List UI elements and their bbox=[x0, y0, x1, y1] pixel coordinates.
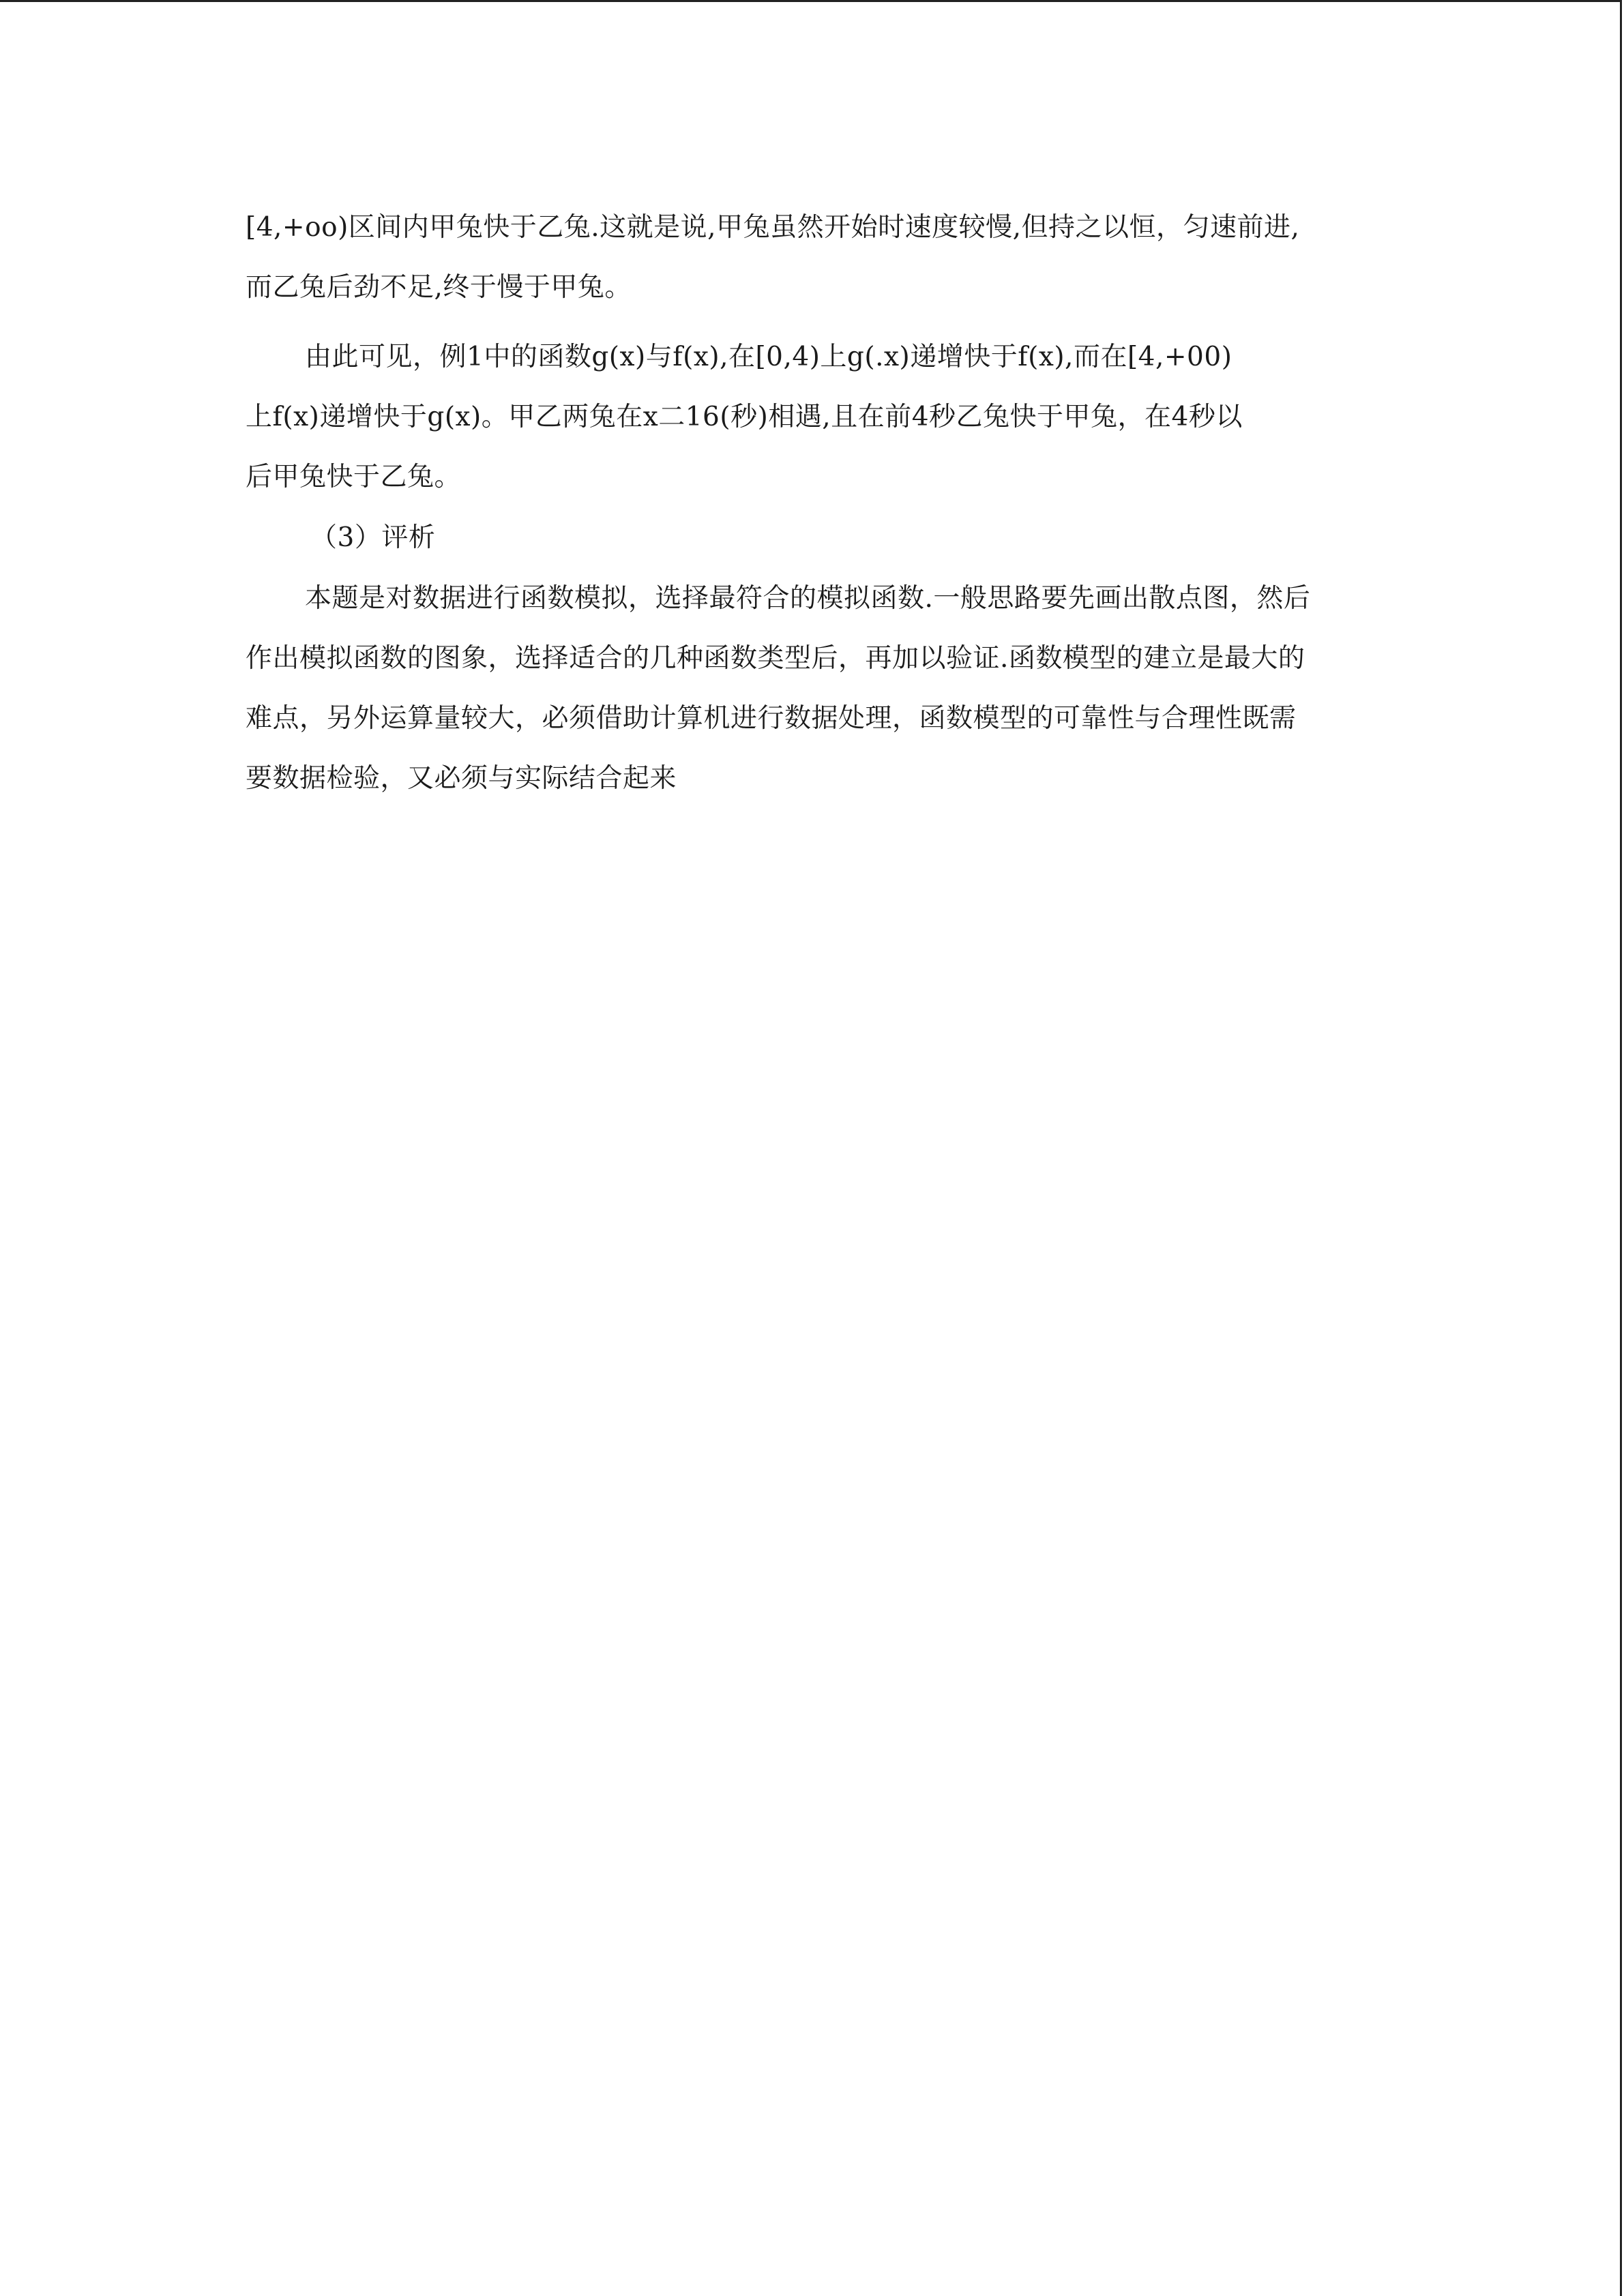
paragraph-line: 本题是对数据进行函数模拟，选择最符合的模拟函数.一般思路要先画出散点图，然后 bbox=[305, 583, 1311, 614]
paragraph-line: 作出模拟函数的图象，选择适合的几种函数类型后，再加以验证.函数模型的建立是最大的 bbox=[246, 643, 1305, 674]
paragraph-line: 上f(x)递增快于g(x)。甲乙两兔在x二16(秒)相遇,且在前4秒乙兔快于甲兔，在4秒以 bbox=[246, 402, 1243, 432]
section-heading: （3）评析 bbox=[310, 522, 436, 553]
paragraph-line: 难点，另外运算量较大，必须借助计算机进行数据处理，函数模型的可靠性与合理性既需 bbox=[246, 703, 1297, 734]
paragraph-line: 后甲兔快于乙兔。 bbox=[246, 462, 462, 492]
paragraph-line: 要数据检验，又必须与实际结合起来 bbox=[246, 763, 677, 794]
paragraph-line: [4,+oo)区间内甲兔快于乙兔.这就是说,甲兔虽然开始时速度较慢,但持之以恒，匀速前进, bbox=[246, 212, 1300, 243]
paragraph-line: 由此可见，例1中的函数g(x)与f(x),在[0,4)上g(.x)递增快于f(x),而在[4,+00) bbox=[305, 342, 1232, 372]
paragraph-line: 而乙兔后劲不足,终于慢于甲兔。 bbox=[246, 272, 632, 303]
